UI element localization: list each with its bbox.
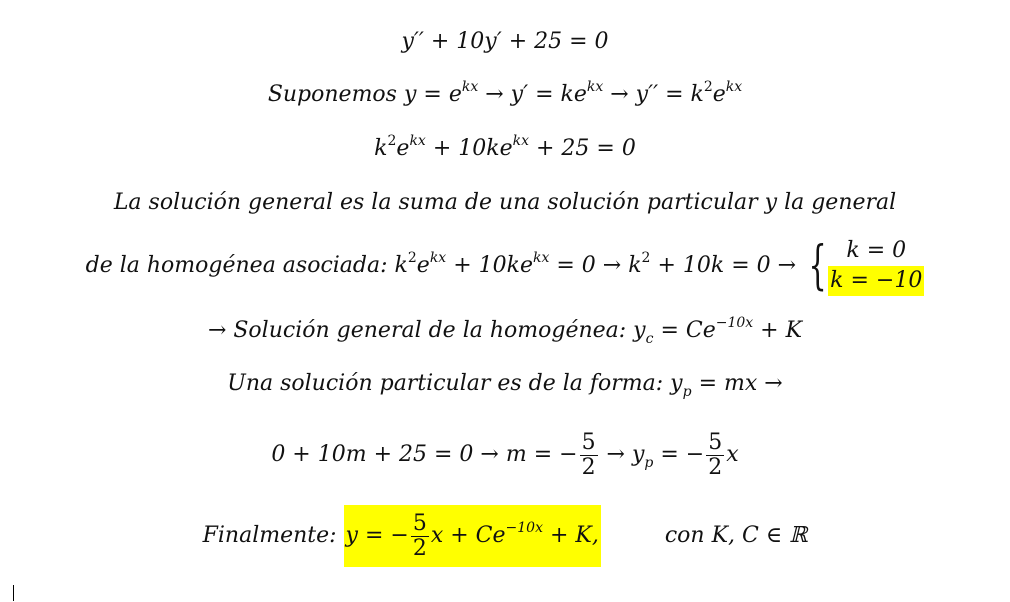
solve-prefix: 0 + 10m + 25 = 0 → m = − — [271, 442, 578, 467]
fraction-denominator: 2 — [581, 454, 596, 480]
final-label: Finalmente: — [202, 523, 344, 548]
solve-m-line — [0, 422, 1010, 488]
exp-neg10x: −10x — [505, 520, 543, 536]
homog-prefix: de la homogénea asociada: k — [85, 253, 408, 278]
exp-kx: kx — [725, 79, 743, 95]
sub-c: c — [645, 331, 654, 347]
assume-word: Suponemos — [267, 82, 397, 107]
sub-p: p — [682, 384, 692, 400]
exp-kx: kx — [532, 250, 550, 266]
part-prefix: Una solución particular es de la forma: y — [227, 371, 683, 396]
characteristic-substitution — [0, 134, 1010, 164]
homog-end: + 10k = 0 → — [650, 253, 797, 278]
exp-2: 2 — [387, 133, 397, 149]
eq3-e: e — [396, 136, 410, 161]
fraction-5-2 — [580, 431, 598, 480]
homogeneous-line — [0, 236, 1010, 296]
eq3-end: + 25 = 0 — [529, 136, 636, 161]
fraction-denominator: 2 — [412, 535, 427, 561]
final-y: y = − — [345, 523, 409, 548]
final-end: + K, — [542, 523, 599, 548]
roots-system — [803, 236, 924, 296]
exp-2: 2 — [641, 250, 651, 266]
exp-neg10x: −10x — [715, 315, 754, 331]
solve-end: x — [726, 442, 739, 467]
assume-arrow2: → y′′ = k — [603, 82, 704, 107]
explanation-text — [0, 188, 1010, 218]
homogeneous-general-solution — [0, 316, 1010, 346]
roots-cases — [828, 236, 924, 296]
homog-mid2: = 0 → k — [549, 253, 642, 278]
homog-mid: + 10ke — [446, 253, 533, 278]
fraction-numerator: 5 — [581, 429, 596, 455]
root-case-1: k = 0 — [846, 238, 907, 263]
exp-kx: kx — [461, 79, 479, 95]
exp-kx: kx — [409, 133, 426, 149]
fraction-5-2 — [706, 431, 724, 480]
text-line1: La solución general es la suma de una solución particular y la general — [113, 190, 897, 215]
eq3-k: k — [374, 136, 388, 161]
exp-kx: kx — [429, 250, 447, 266]
assumption-line — [0, 80, 1010, 110]
final-solution-line — [0, 505, 1010, 567]
fraction-numerator: 5 — [412, 510, 427, 536]
exp-kx: kx — [586, 79, 604, 95]
assume-e: e — [712, 82, 726, 107]
gen-prefix: → Solución general de la homogénea: y — [207, 318, 646, 343]
sub-p: p — [644, 455, 654, 471]
gen-end: + K — [753, 318, 803, 343]
fraction-5-2 — [411, 512, 429, 561]
part-end: = mx → — [691, 371, 783, 396]
assume-arrow1: → y′ = ke — [478, 82, 587, 107]
fraction-numerator: 5 — [708, 429, 723, 455]
solve-mid: → y — [599, 442, 645, 467]
exp-2: 2 — [703, 79, 713, 95]
exp-kx: kx — [512, 133, 529, 149]
final-solution-highlight — [344, 505, 601, 567]
assume-y: y = e — [403, 82, 462, 107]
final-mid: x + Ce — [430, 523, 506, 548]
homog-e: e — [416, 253, 430, 278]
gen-mid: = Ce — [653, 318, 716, 343]
differential-equation — [0, 27, 1010, 57]
solve-mid2: = − — [653, 442, 705, 467]
eq1-text: y′′ + 10y′ + 25 = 0 — [401, 29, 609, 54]
eq3-mid: + 10ke — [425, 136, 513, 161]
exp-2: 2 — [407, 250, 417, 266]
fraction-denominator: 2 — [708, 454, 723, 480]
final-condition: con K, C ∈ ℝ — [664, 523, 808, 548]
root-case-2-highlighted: k = −10 — [828, 266, 924, 296]
text-cursor — [13, 585, 14, 601]
left-brace: { — [808, 236, 827, 296]
particular-form-line — [0, 369, 1010, 399]
